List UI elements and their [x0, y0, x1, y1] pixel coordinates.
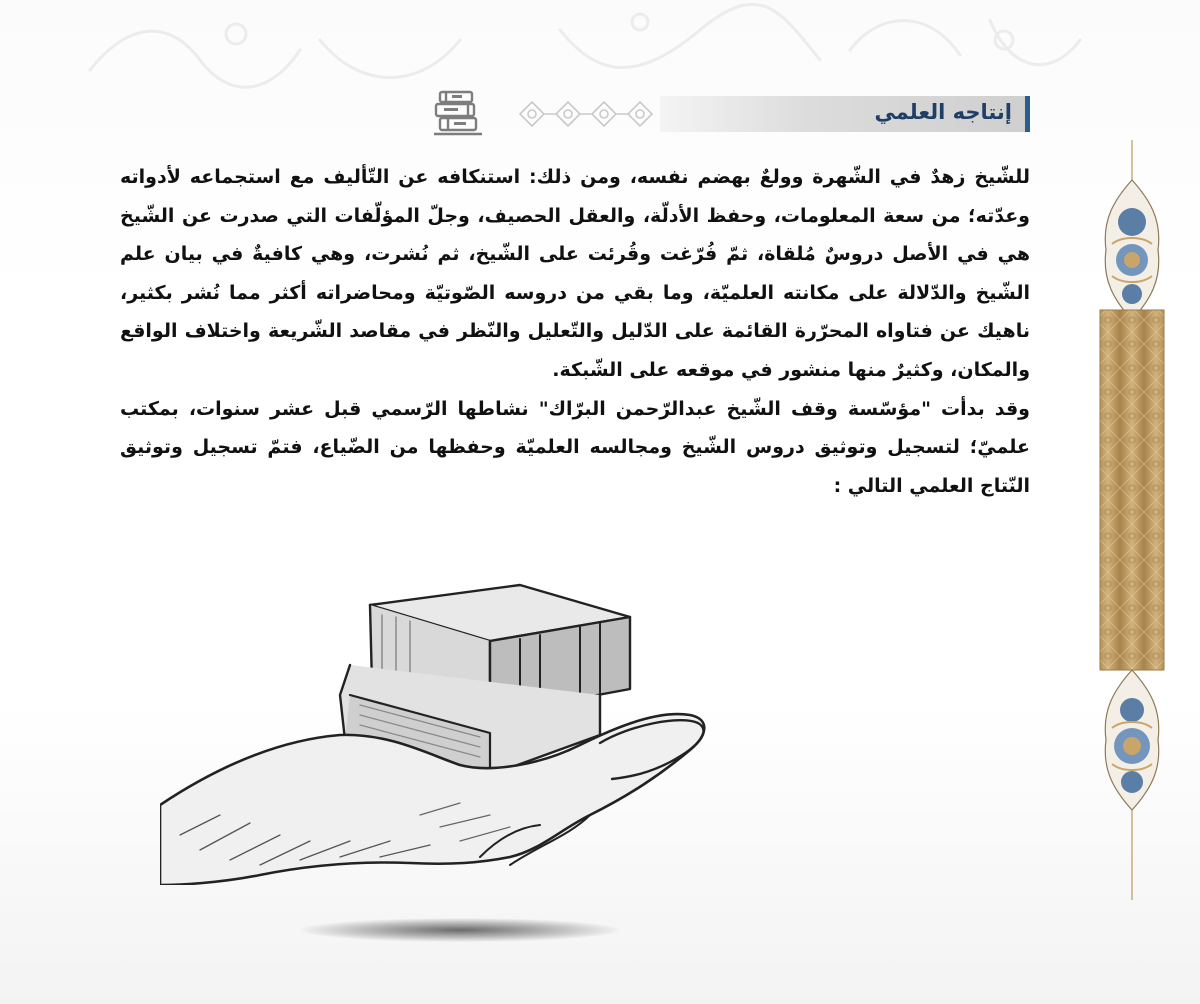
paragraph: وقد بدأت "مؤسّسة وقف الشّيخ عبدالرّحمن البرّاك" نشاطها الرّسمي قبل عشر سنوات، بمكتب علميّ؛ لتسجيل وتوثيق دروس الشّيخ ومجالسه العلميّة وحفظها من الضّياع، فتمّ تسجيل وتوثيق النّتاج العلمي التالي :: [120, 397, 1030, 497]
floor-shadow: [300, 918, 620, 942]
section-title: إنتاجه العلمي: [874, 100, 1012, 124]
arabesque-header-pattern: [500, 92, 670, 136]
paragraph: للشّيخ زهدٌ في الشّهرة وولعٌ بهضم نفسه، ومن ذلك: استنكافه عن التّأليف مع استجماعه لأدواته وعدّته؛ من سعة المعلومات، وحفظ الأدلّة، والعقل الحصيف، وجلّ المؤلّفات التي صدرت عن الشّيخ هي في الأصل دروسٌ مُلقاة، ثمّ فُرّغت وقُرئت على الشّيخ، ثم نُشرت، وهي كافيةٌ في بيان علم الشّيخ والدّلالة على مكانته العلميّة، وما بقي من دروسه الصّوتيّة ومحاضراته أكثر مما نُشر بكثير، ناهيك عن فتاواه المحرّرة القائمة على الدّليل والتّعليل والنّظر في مقاصد الشّريعة واختلاف الواقع والمكان، وكثيرٌ منها منشور في موقعه على الشّبكة.: [120, 166, 1030, 381]
body-text: [120, 158, 1030, 505]
books-icon: [430, 86, 486, 140]
header-accent-stripe: [1025, 96, 1030, 132]
arabesque-ornament: [1096, 140, 1168, 900]
header-bar: [660, 96, 1030, 132]
section-header: [500, 92, 1030, 136]
hand-holding-books-illustration: [160, 565, 720, 885]
